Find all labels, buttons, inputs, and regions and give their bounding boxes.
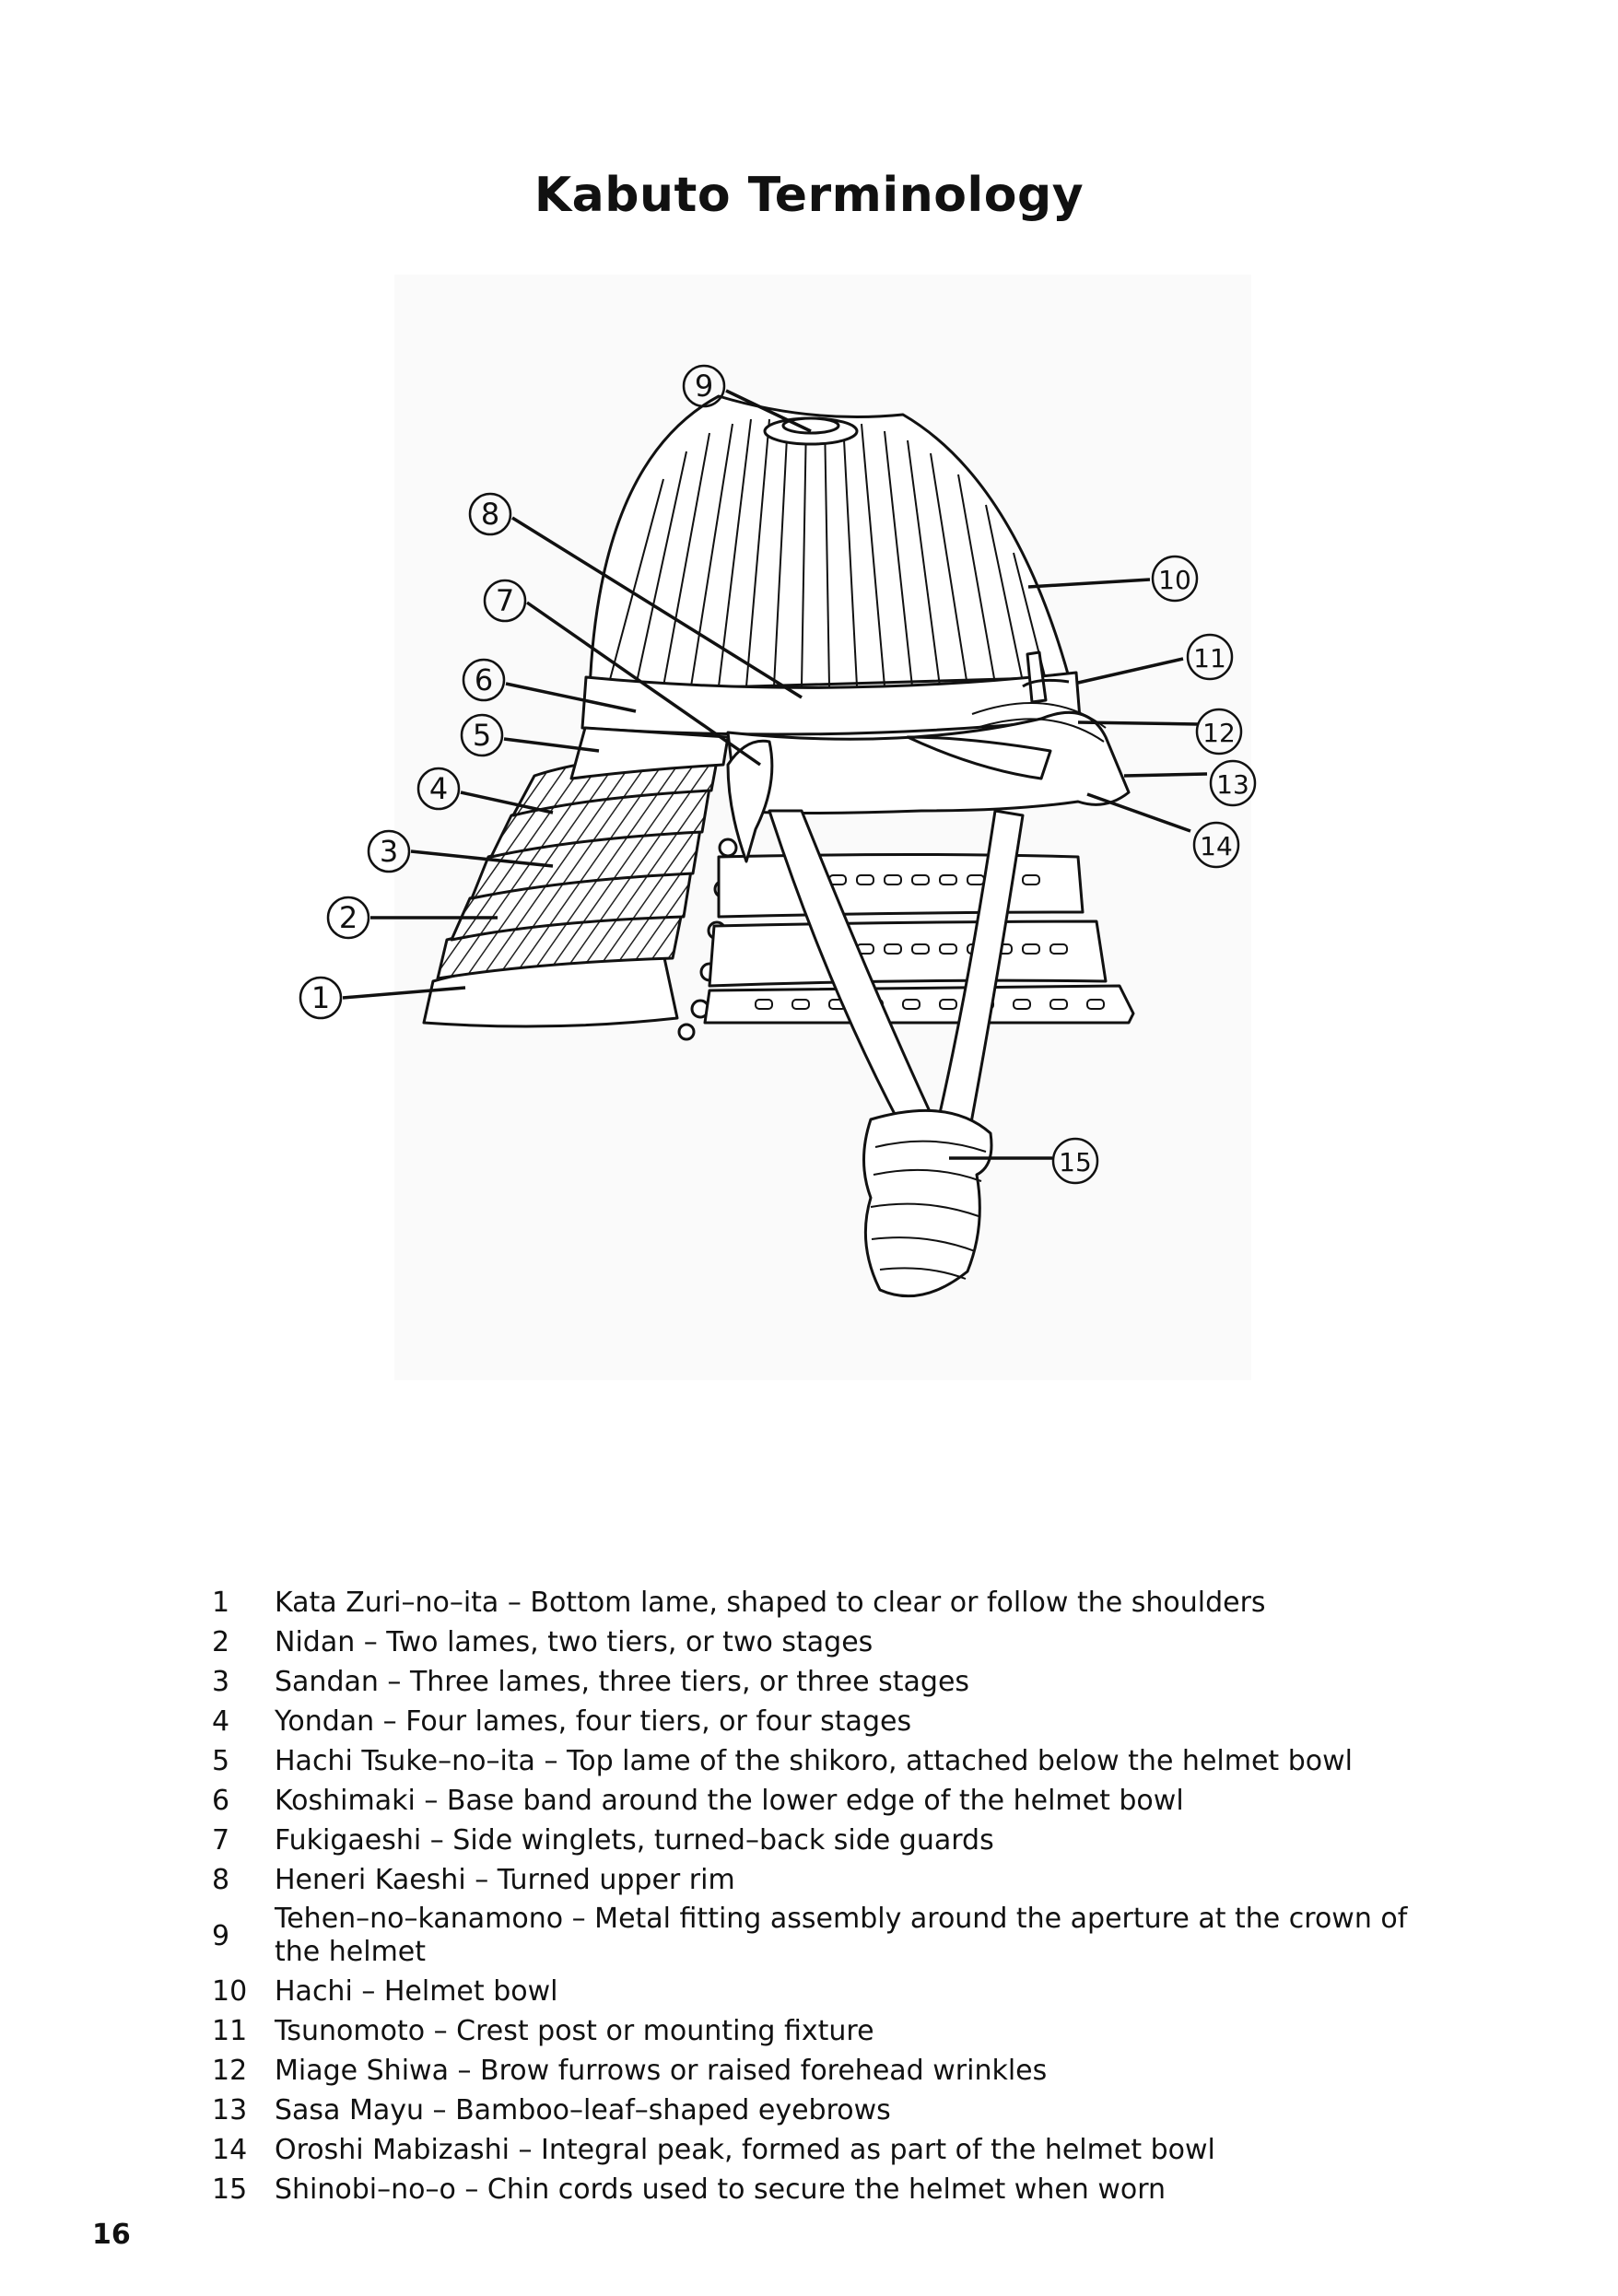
legend-text: Heneri Kaeshi – Turned upper rim	[275, 1863, 735, 1896]
legend-item	[212, 2051, 1447, 2091]
callout-4-label: 4	[428, 771, 449, 806]
callout-12-label: 12	[1202, 718, 1236, 748]
legend-text: Oroshi Mabizashi – Integral peak, formed as part of the helmet bowl	[275, 2133, 1215, 2166]
callout-7-label: 7	[495, 583, 515, 618]
side-lames	[705, 855, 1133, 1024]
legend-text: Koshimaki – Base band around the lower edge of the helmet bowl	[275, 1784, 1184, 1817]
legend-item	[212, 2011, 1447, 2051]
legend-number: 6	[212, 1785, 230, 1817]
page-number: 16	[92, 2219, 131, 2251]
legend-item	[212, 1900, 1447, 1972]
legend-text: Hachi – Helmet bowl	[275, 1974, 558, 2008]
legend-number: 12	[212, 2055, 248, 2087]
legend-item	[212, 1702, 1447, 1741]
legend-item	[212, 1583, 1447, 1622]
legend-item	[212, 2130, 1447, 2170]
legend-number: 5	[212, 1745, 230, 1777]
callout-6-label: 6	[474, 662, 494, 697]
legend-item	[212, 1860, 1447, 1900]
callout-10-label: 10	[1158, 565, 1191, 595]
callout-1	[300, 978, 341, 1018]
legend-text: Tsunomoto – Crest post or mounting fixture	[275, 2014, 874, 2047]
legend-number: 11	[212, 2015, 248, 2047]
legend-text: Shinobi–no–o – Chin cords used to secure the helmet when worn	[275, 2173, 1167, 2206]
legend-text: Hachi Tsuke–no–ita – Top lame of the shikoro, attached below the helmet bowl	[275, 1744, 1353, 1777]
legend-item	[212, 1821, 1447, 1860]
legend-number: 7	[212, 1824, 230, 1857]
legend-number: 10	[212, 1975, 248, 2008]
legend-number: 14	[212, 2134, 248, 2166]
legend-number: 2	[212, 1626, 230, 1658]
legend-item	[212, 1781, 1447, 1821]
legend-item	[212, 1662, 1447, 1702]
callout-14-label: 14	[1200, 831, 1233, 861]
callout-13-label: 13	[1216, 769, 1249, 800]
legend-text: Yondan – Four lames, four tiers, or four stages	[275, 1704, 912, 1738]
callout-2-label: 2	[338, 900, 358, 935]
legend-number: 1	[212, 1587, 230, 1619]
legend-number: 9	[212, 1919, 230, 1952]
legend-text: Sandan – Three lames, three tiers, or three stages	[275, 1665, 970, 1698]
legend-number: 8	[212, 1864, 230, 1896]
callout-2	[328, 897, 369, 938]
callout-3-label: 3	[379, 834, 399, 869]
legend-text: Nidan – Two lames, two tiers, or two stages	[275, 1625, 873, 1658]
legend-number: 3	[212, 1666, 230, 1698]
callout-5-label: 5	[472, 718, 492, 753]
legend-text: Tehen–no–kanamono – Metal fitting assembly around the aperture at the crown of the helmet	[275, 1903, 1408, 1968]
legend-text: Sasa Mayu – Bamboo–leaf–shaped eyebrows	[275, 2093, 891, 2126]
callout-8-label: 8	[480, 497, 500, 532]
legend-item	[212, 2170, 1447, 2209]
legend-number: 15	[212, 2173, 248, 2206]
legend-number: 4	[212, 1705, 230, 1738]
legend-text: Fukigaeshi – Side winglets, turned–back side guards	[275, 1823, 994, 1857]
callout-15-label: 15	[1059, 1147, 1092, 1177]
legend-item	[212, 1622, 1447, 1662]
legend-item	[212, 2091, 1447, 2130]
legend-text: Miage Shiwa – Brow furrows or raised forehead wrinkles	[275, 2054, 1048, 2087]
legend-item	[212, 1972, 1447, 2011]
callout-9-label: 9	[694, 369, 714, 404]
legend-number: 13	[212, 2094, 248, 2126]
legend-text: Kata Zuri–no–ita – Bottom lame, shaped to clear or follow the shoulders	[275, 1586, 1266, 1619]
terminology-legend	[212, 1583, 1447, 2209]
legend-item	[212, 1741, 1447, 1781]
page-title: Kabuto Terminology	[533, 168, 1085, 223]
callout-11-label: 11	[1193, 643, 1226, 674]
callout-1-label: 1	[311, 980, 331, 1015]
